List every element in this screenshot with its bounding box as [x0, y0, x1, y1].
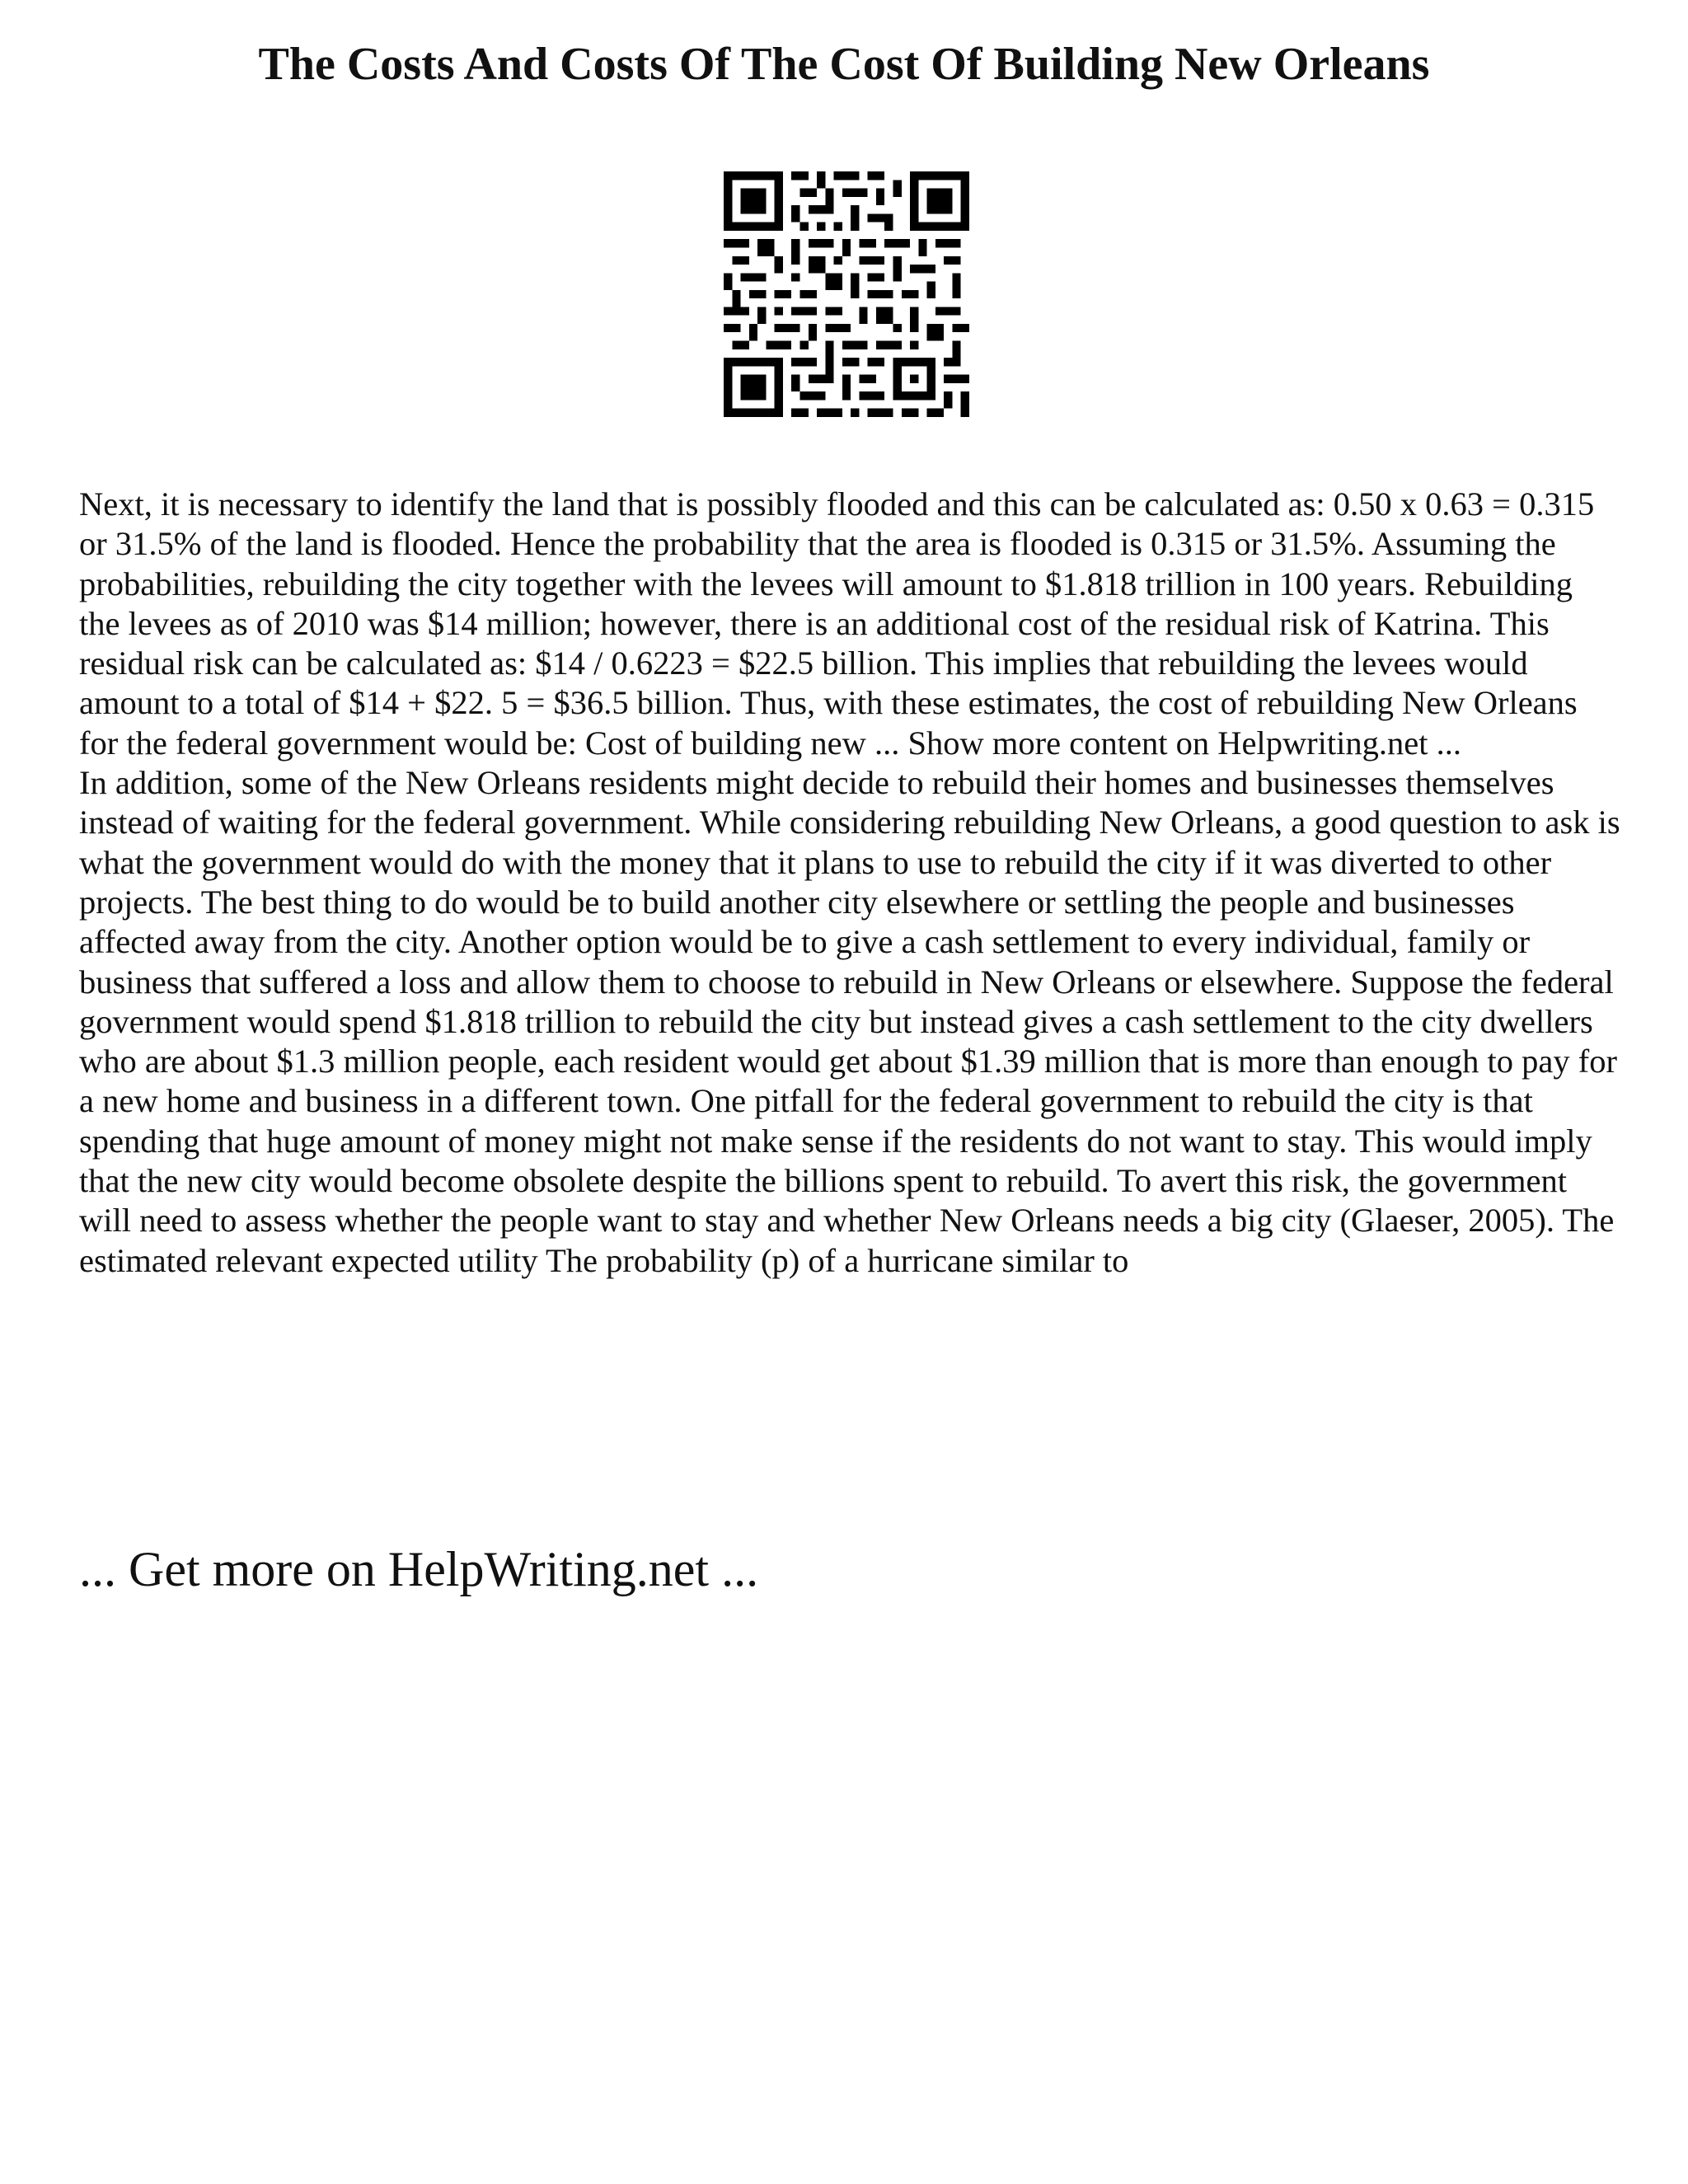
article-body [79, 485, 1620, 1281]
get-more-link[interactable]: ... Get more on HelpWriting.net ... [79, 1542, 759, 1596]
document-title: The Costs And Costs Of The Cost Of Building New Orleans [258, 39, 1430, 90]
paragraph-1: Next, it is necessary to identify the land that is possibly flooded and this can be calculated as: 0.50 x 0.63 = 0.315 or 31.5% of the land is flooded. Hence the probability that the area is flooded is 0.315 or 31.5%. Assuming the probabilities, rebuilding the city together with the levees will amount to $1.818 trillion in 100 years. Rebuilding the levees as of 2010 was $14 million; however, there is an additional cost of the residual risk of Katrina. This residual risk can be calculated as: $14 / 0.6223 = $22.5 billion. This implies that rebuilding the levees would amount to a total of $14 + $22. 5 = $36.5 billion. Thus, with these estimates, the cost of rebuilding New Orleans for the federal government would be: Cost of building new ... Show more content on Helpwriting.net ... [79, 485, 1595, 762]
qr-code-icon [724, 171, 969, 417]
paragraph-2: In addition, some of the New Orleans residents might decide to rebuild their homes and businesses themselves instead of waiting for the federal government. While considering rebuilding New Orleans, a good question to ask is what the government would do with the money that it plans to use to rebuild the city if it was diverted to other projects. The best thing to do would be to build another city elsewhere or settling the people and businesses affected away from the city. Another option would be to give a cash settlement to every individual, family or business that suffered a loss and allow them to choose to rebuild in New Orleans or elsewhere. Suppose the federal government would spend $1.818 trillion to rebuild the city but instead gives a cash settlement to the city dwellers who are about $1.3 million people, each resident would get about $1.39 million that is more than enough to pay for a new home and business in a different town. One pitfall for the federal government to rebuild the city is that spending that huge amount of money might not make sense if the residents do not want to stay. This would imply that the new city would become obsolete despite the billions spent to rebuild. To avert this risk, the government will need to assess whether the people want to stay and whether New Orleans needs a big city (Glaeser, 2005). The estimated relevant expected utility The probability (p) of a hurricane similar to [79, 764, 1620, 1279]
